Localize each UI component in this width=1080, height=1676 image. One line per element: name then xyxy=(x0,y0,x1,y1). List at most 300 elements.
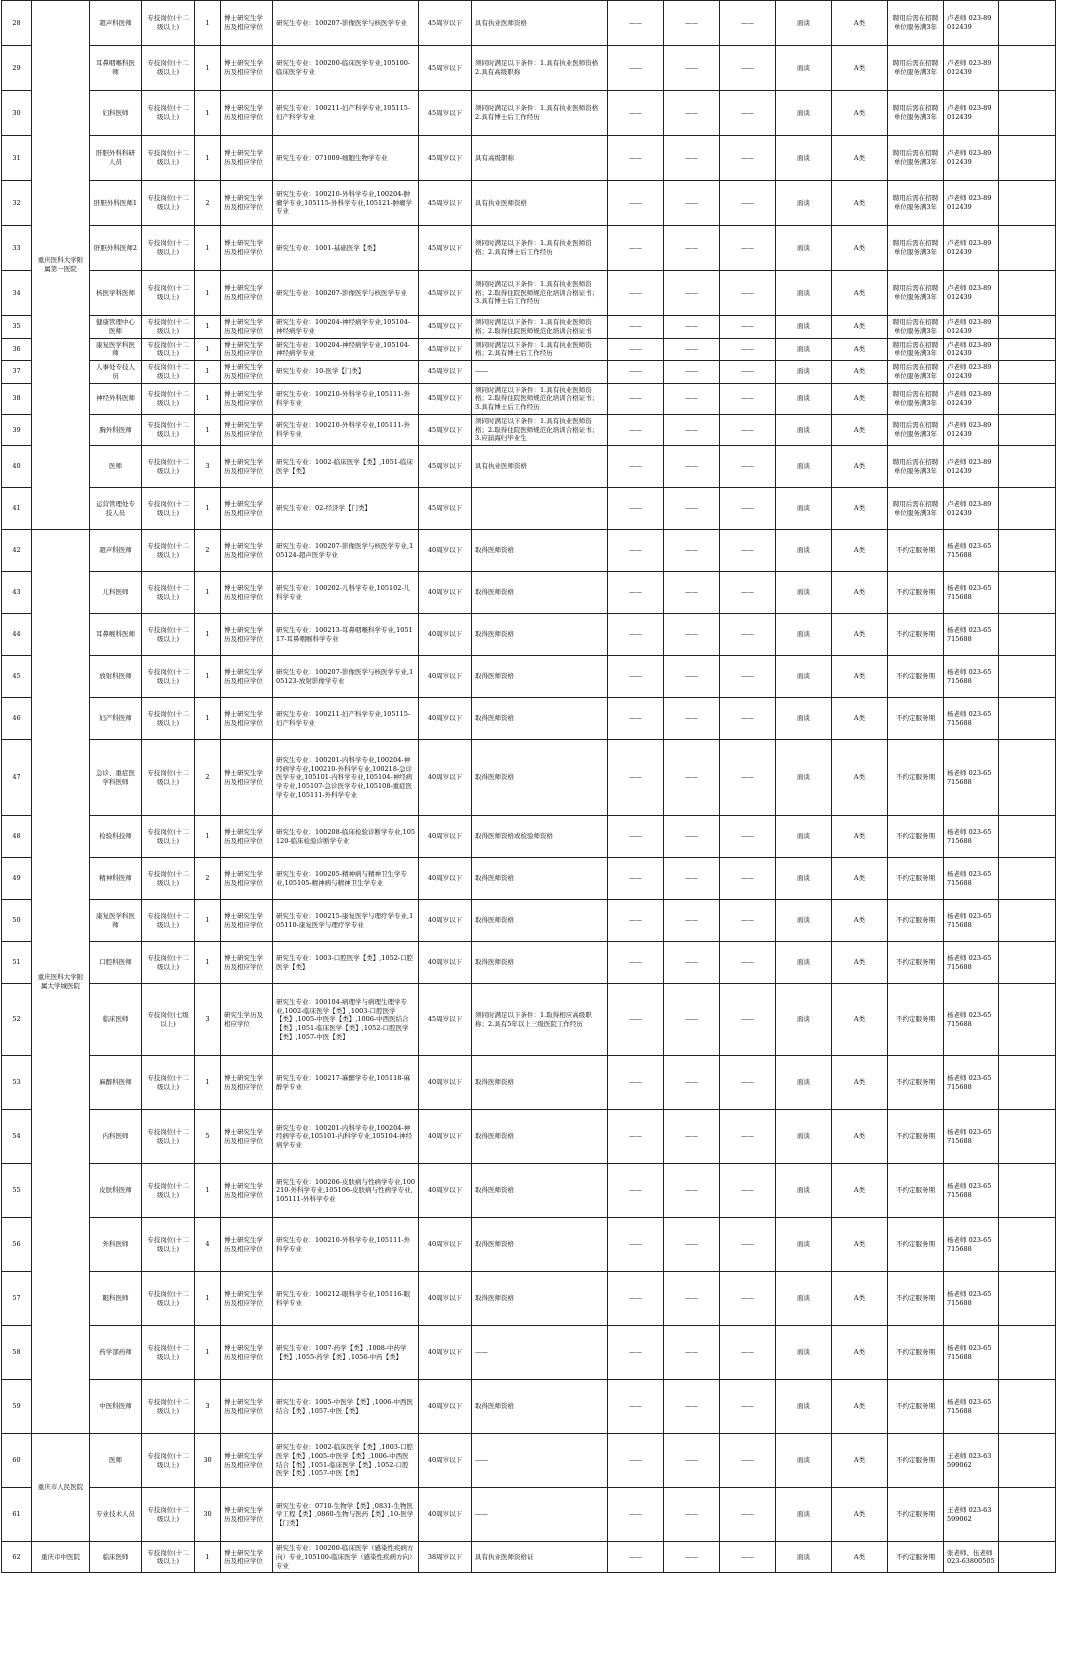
post-name-cell: 康复医学科医师 xyxy=(90,900,142,942)
headcount-cell: 3 xyxy=(195,984,221,1056)
service-period-cell: 不约定服务期 xyxy=(888,698,944,740)
exam-method-cell: 面谈 xyxy=(776,1326,832,1380)
education-cell: 博士研究生学历及相应学位 xyxy=(221,858,273,900)
post-name-cell: 人事处专技人员 xyxy=(90,361,142,384)
other-requirement-cell: 取得医师资格 xyxy=(472,1164,608,1218)
post-name-cell: 临床医师 xyxy=(90,984,142,1056)
headcount-cell: 1 xyxy=(195,1,221,46)
table-row xyxy=(2,361,1080,384)
remark-cell xyxy=(999,316,1056,339)
blank-cell: —— xyxy=(608,338,664,361)
exam-method-cell: 面谈 xyxy=(776,984,832,1056)
blank-cell: —— xyxy=(664,740,720,816)
blank-cell: —— xyxy=(608,1326,664,1380)
exam-method-cell: 面谈 xyxy=(776,900,832,942)
exam-method-cell: 面谈 xyxy=(776,1434,832,1488)
other-requirement-cell: 取得医师资格 xyxy=(472,656,608,698)
row-number-cell: 47 xyxy=(2,740,32,816)
contact-cell: 杨老师 023-65715688 xyxy=(944,984,999,1056)
contact-cell: 卢老师 023-89012439 xyxy=(944,383,999,414)
blank-cell: —— xyxy=(720,414,776,445)
post-name-cell: 皮肤科医师 xyxy=(90,1164,142,1218)
remark-cell xyxy=(999,900,1056,942)
post-level-cell: 专技岗位(十二级以上) xyxy=(142,530,195,572)
post-level-cell: 专技岗位(十二级以上) xyxy=(142,181,195,226)
education-cell: 博士研究生学历及相应学位 xyxy=(221,383,273,414)
headcount-cell: 1 xyxy=(195,572,221,614)
major-cell: 研究生专业：100205-精神病与精神卫生学专业,105105-精神病与精神卫生学专业 xyxy=(273,858,419,900)
category-cell: A类 xyxy=(832,1056,888,1110)
row-number-cell: 44 xyxy=(2,614,32,656)
remark-cell xyxy=(999,1110,1056,1164)
row-number-cell: 35 xyxy=(2,316,32,339)
contact-cell: 卢老师 023-89012439 xyxy=(944,414,999,445)
exam-method-cell: 面谈 xyxy=(776,91,832,136)
blank-cell: —— xyxy=(608,361,664,384)
category-cell: A类 xyxy=(832,1434,888,1488)
service-period-cell: 不约定服务期 xyxy=(888,572,944,614)
remark-cell xyxy=(999,1434,1056,1488)
blank-cell: —— xyxy=(720,1488,776,1542)
row-number-cell: 43 xyxy=(2,572,32,614)
blank-cell: —— xyxy=(720,1,776,46)
exam-method-cell: 面谈 xyxy=(776,271,832,316)
major-cell: 研究生专业：100210-外科学专业,105111-外科学专业 xyxy=(273,1218,419,1272)
remark-cell xyxy=(999,1056,1056,1110)
blank-cell: —— xyxy=(664,271,720,316)
age-cell: 38周岁以下 xyxy=(419,1542,472,1573)
category-cell: A类 xyxy=(832,414,888,445)
contact-cell: 杨老师 023-65715688 xyxy=(944,656,999,698)
remark-cell xyxy=(999,46,1056,91)
remark-cell xyxy=(999,181,1056,226)
post-level-cell: 专技岗位(十二级以上) xyxy=(142,271,195,316)
service-period-cell: 聘用后需在招聘单位服务满3年 xyxy=(888,226,944,271)
post-name-cell: 核医学科医师 xyxy=(90,271,142,316)
blank-cell: —— xyxy=(720,942,776,984)
post-name-cell: 妇科医师 xyxy=(90,91,142,136)
age-cell: 45周岁以下 xyxy=(419,383,472,414)
education-cell: 博士研究生学历及相应学位 xyxy=(221,1326,273,1380)
age-cell: 40周岁以下 xyxy=(419,1488,472,1542)
major-cell: 研究生专业：100207-影像医学与核医学专业 xyxy=(273,1,419,46)
blank-cell: —— xyxy=(720,1164,776,1218)
row-number-cell: 58 xyxy=(2,1326,32,1380)
blank-cell: —— xyxy=(720,1056,776,1110)
post-level-cell: 专技岗位(十二级以上) xyxy=(142,1542,195,1573)
exam-method-cell: 面谈 xyxy=(776,1488,832,1542)
exam-method-cell: 面谈 xyxy=(776,226,832,271)
major-cell: 研究生专业：100201-内科学专业,100204-神经病学专业,105101-内科学专业,105104-神经病学专业 xyxy=(273,1110,419,1164)
remark-cell xyxy=(999,446,1056,488)
remark-cell xyxy=(999,816,1056,858)
blank-cell: —— xyxy=(720,46,776,91)
other-requirement-cell: 具有高级职称 xyxy=(472,136,608,181)
contact-cell: 杨老师 023-65715688 xyxy=(944,530,999,572)
age-cell: 45周岁以下 xyxy=(419,446,472,488)
table-row xyxy=(2,1326,1080,1380)
blank-cell: —— xyxy=(664,316,720,339)
contact-cell: 杨老师 023-65715688 xyxy=(944,900,999,942)
category-cell: A类 xyxy=(832,1542,888,1573)
service-period-cell: 不约定服务期 xyxy=(888,1056,944,1110)
category-cell: A类 xyxy=(832,136,888,181)
blank-cell: —— xyxy=(608,816,664,858)
education-cell: 研究生学历及相应学位 xyxy=(221,984,273,1056)
post-level-cell: 专技岗位(十二级以上) xyxy=(142,858,195,900)
service-period-cell: 聘用后需在招聘单位服务满3年 xyxy=(888,338,944,361)
blank-cell: —— xyxy=(608,226,664,271)
post-level-cell: 专技岗位(十二级以上) xyxy=(142,136,195,181)
headcount-cell: 2 xyxy=(195,181,221,226)
remark-cell xyxy=(999,1488,1056,1542)
other-requirement-cell: 具有执业医师资格 xyxy=(472,446,608,488)
post-level-cell: 专技岗位(十二级以上) xyxy=(142,383,195,414)
service-period-cell: 不约定服务期 xyxy=(888,1164,944,1218)
contact-cell: 杨老师 023-65715688 xyxy=(944,1056,999,1110)
age-cell: 45周岁以下 xyxy=(419,136,472,181)
post-level-cell: 专技岗位(十二级以上) xyxy=(142,1488,195,1542)
service-period-cell: 聘用后需在招聘单位服务满3年 xyxy=(888,316,944,339)
table-row xyxy=(2,316,1080,339)
service-period-cell: 不约定服务期 xyxy=(888,656,944,698)
major-cell: 研究生专业：100204-神经病学专业,105104-神经病学专业 xyxy=(273,316,419,339)
category-cell: A类 xyxy=(832,942,888,984)
row-number-cell: 53 xyxy=(2,1056,32,1110)
headcount-cell: 2 xyxy=(195,858,221,900)
age-cell: 40周岁以下 xyxy=(419,1164,472,1218)
other-requirement-cell: 具有执业医师资格证 xyxy=(472,1542,608,1573)
blank-cell: —— xyxy=(608,1110,664,1164)
education-cell: 博士研究生学历及相应学位 xyxy=(221,1164,273,1218)
age-cell: 40周岁以下 xyxy=(419,900,472,942)
blank-cell: —— xyxy=(664,91,720,136)
major-cell: 研究生专业：100217-麻醉学专业,105118-麻醉学专业 xyxy=(273,1056,419,1110)
exam-method-cell: 面谈 xyxy=(776,361,832,384)
exam-method-cell: 面谈 xyxy=(776,1164,832,1218)
headcount-cell: 1 xyxy=(195,1326,221,1380)
headcount-cell: 1 xyxy=(195,942,221,984)
blank-cell: —— xyxy=(608,740,664,816)
table-row xyxy=(2,226,1080,271)
education-cell: 博士研究生学历及相应学位 xyxy=(221,1380,273,1434)
service-period-cell: 不约定服务期 xyxy=(888,1434,944,1488)
blank-cell: —— xyxy=(608,656,664,698)
blank-cell: —— xyxy=(720,361,776,384)
post-name-cell: 医师 xyxy=(90,446,142,488)
post-name-cell: 耳鼻喉科医师 xyxy=(90,614,142,656)
table-row xyxy=(2,1542,1080,1573)
age-cell: 45周岁以下 xyxy=(419,361,472,384)
major-cell: 研究生专业：1002-临床医学【类】,1051-临床医学【类】 xyxy=(273,446,419,488)
headcount-cell: 4 xyxy=(195,1218,221,1272)
contact-cell: 卢老师 023-89012439 xyxy=(944,46,999,91)
remark-cell xyxy=(999,1,1056,46)
post-level-cell: 专技岗位(十二级以上) xyxy=(142,900,195,942)
row-number-cell: 31 xyxy=(2,136,32,181)
major-cell: 研究生专业：100207-影像医学与核医学专业,105124-超声医学专业 xyxy=(273,530,419,572)
table-body xyxy=(2,1,1080,1573)
headcount-cell: 1 xyxy=(195,1272,221,1326)
remark-cell xyxy=(999,656,1056,698)
post-name-cell: 专业技术人员 xyxy=(90,1488,142,1542)
category-cell: A类 xyxy=(832,181,888,226)
age-cell: 45周岁以下 xyxy=(419,1,472,46)
other-requirement-cell: 取得医师资格 xyxy=(472,900,608,942)
major-cell: 研究生专业：100213-耳鼻咽喉科学专业,105117-耳鼻咽喉科学专业 xyxy=(273,614,419,656)
remark-cell xyxy=(999,1272,1056,1326)
table-row xyxy=(2,698,1080,740)
blank-cell: —— xyxy=(664,488,720,530)
blank-cell: —— xyxy=(664,1218,720,1272)
blank-cell: —— xyxy=(720,1218,776,1272)
post-name-cell: 神经外科医师 xyxy=(90,383,142,414)
post-name-cell: 精神科医师 xyxy=(90,858,142,900)
blank-cell: —— xyxy=(664,1056,720,1110)
row-number-cell: 36 xyxy=(2,338,32,361)
service-period-cell: 不约定服务期 xyxy=(888,942,944,984)
headcount-cell: 1 xyxy=(195,338,221,361)
blank-cell: —— xyxy=(664,942,720,984)
exam-method-cell: 面谈 xyxy=(776,858,832,900)
contact-cell: 杨老师 023-65715688 xyxy=(944,858,999,900)
blank-cell: —— xyxy=(664,816,720,858)
row-number-cell: 33 xyxy=(2,226,32,271)
blank-cell: —— xyxy=(720,984,776,1056)
post-level-cell: 专技岗位(十二级以上) xyxy=(142,338,195,361)
post-name-cell: 放射科医师 xyxy=(90,656,142,698)
blank-cell: —— xyxy=(720,446,776,488)
service-period-cell: 聘用后需在招聘单位服务满3年 xyxy=(888,91,944,136)
exam-method-cell: 面谈 xyxy=(776,1056,832,1110)
category-cell: A类 xyxy=(832,1218,888,1272)
service-period-cell: 聘用后需在招聘单位服务满3年 xyxy=(888,1,944,46)
contact-cell: 卢老师 023-89012439 xyxy=(944,226,999,271)
exam-method-cell: 面谈 xyxy=(776,1110,832,1164)
blank-cell: —— xyxy=(720,316,776,339)
major-cell: 研究生专业：10-医学【门类】 xyxy=(273,361,419,384)
education-cell: 博士研究生学历及相应学位 xyxy=(221,226,273,271)
post-name-cell: 耳鼻咽喉科医师 xyxy=(90,46,142,91)
blank-cell: —— xyxy=(608,614,664,656)
headcount-cell: 5 xyxy=(195,1110,221,1164)
blank-cell: —— xyxy=(720,488,776,530)
blank-cell: —— xyxy=(664,656,720,698)
table-row xyxy=(2,942,1080,984)
exam-method-cell: 面谈 xyxy=(776,942,832,984)
headcount-cell: 1 xyxy=(195,1542,221,1573)
age-cell: 45周岁以下 xyxy=(419,181,472,226)
blank-cell: —— xyxy=(720,271,776,316)
service-period-cell: 聘用后需在招聘单位服务满3年 xyxy=(888,414,944,445)
remark-cell xyxy=(999,383,1056,414)
table-row xyxy=(2,46,1080,91)
service-period-cell: 不约定服务期 xyxy=(888,1488,944,1542)
contact-cell: 杨老师 023-65715688 xyxy=(944,1164,999,1218)
post-name-cell: 运营管理处专技人员 xyxy=(90,488,142,530)
blank-cell: —— xyxy=(664,1542,720,1573)
contact-cell: 卢老师 023-89012439 xyxy=(944,91,999,136)
blank-cell: —— xyxy=(664,900,720,942)
major-cell: 研究生专业：100200-临床医学专业,105100-临床医学专业 xyxy=(273,46,419,91)
age-cell: 40周岁以下 xyxy=(419,858,472,900)
age-cell: 40周岁以下 xyxy=(419,614,472,656)
blank-cell: —— xyxy=(664,572,720,614)
education-cell: 博士研究生学历及相应学位 xyxy=(221,1056,273,1110)
post-name-cell: 口腔科医师 xyxy=(90,942,142,984)
headcount-cell: 30 xyxy=(195,1434,221,1488)
blank-cell: —— xyxy=(608,942,664,984)
blank-cell: —— xyxy=(664,383,720,414)
headcount-cell: 1 xyxy=(195,1164,221,1218)
blank-cell: —— xyxy=(608,572,664,614)
row-number-cell: 56 xyxy=(2,1218,32,1272)
post-level-cell: 专技岗位(十二级以上) xyxy=(142,316,195,339)
row-number-cell: 42 xyxy=(2,530,32,572)
blank-cell: —— xyxy=(720,572,776,614)
education-cell: 博士研究生学历及相应学位 xyxy=(221,816,273,858)
major-cell: 研究生专业：100208-临床检验诊断学专业,105120-临床检验诊断学专业 xyxy=(273,816,419,858)
service-period-cell: 不约定服务期 xyxy=(888,740,944,816)
education-cell: 博士研究生学历及相应学位 xyxy=(221,1272,273,1326)
blank-cell: —— xyxy=(608,46,664,91)
blank-cell: —— xyxy=(608,383,664,414)
blank-cell: —— xyxy=(720,614,776,656)
service-period-cell: 聘用后需在招聘单位服务满3年 xyxy=(888,488,944,530)
post-level-cell: 专技岗位(十二级以上) xyxy=(142,91,195,136)
post-level-cell: 专技岗位(十二级以上) xyxy=(142,656,195,698)
service-period-cell: 不约定服务期 xyxy=(888,900,944,942)
row-number-cell: 37 xyxy=(2,361,32,384)
headcount-cell: 1 xyxy=(195,656,221,698)
other-requirement-cell: 须同时满足以下条件：1.具有执业医师资格；2.具有博士后工作经历 xyxy=(472,226,608,271)
table-row xyxy=(2,1272,1080,1326)
other-requirement-cell: 取得医师资格 xyxy=(472,858,608,900)
blank-cell: —— xyxy=(608,91,664,136)
blank-cell: —— xyxy=(664,614,720,656)
education-cell: 博士研究生学历及相应学位 xyxy=(221,361,273,384)
other-requirement-cell: 须同时满足以下条件：1.具有执业医师资格2.具有高级职称 xyxy=(472,46,608,91)
table-row xyxy=(2,181,1080,226)
post-level-cell: 专技岗位(十二级以上) xyxy=(142,942,195,984)
post-name-cell: 内科医师 xyxy=(90,1110,142,1164)
category-cell: A类 xyxy=(832,316,888,339)
post-name-cell: 药学部药师 xyxy=(90,1326,142,1380)
table-row xyxy=(2,656,1080,698)
row-number-cell: 38 xyxy=(2,383,32,414)
blank-cell: —— xyxy=(720,816,776,858)
major-cell: 研究生专业：100215-康复医学与理疗学专业,105110-康复医学与理疗学专业 xyxy=(273,900,419,942)
age-cell: 45周岁以下 xyxy=(419,338,472,361)
remark-cell xyxy=(999,338,1056,361)
contact-cell: 杨老师 023-65715688 xyxy=(944,614,999,656)
contact-cell: 卢老师 023-89012439 xyxy=(944,316,999,339)
exam-method-cell: 面谈 xyxy=(776,698,832,740)
age-cell: 45周岁以下 xyxy=(419,91,472,136)
education-cell: 博士研究生学历及相应学位 xyxy=(221,1434,273,1488)
blank-cell: —— xyxy=(664,1380,720,1434)
remark-cell xyxy=(999,271,1056,316)
blank-cell: —— xyxy=(664,46,720,91)
post-name-cell: 麻醉科医师 xyxy=(90,1056,142,1110)
post-name-cell: 康复医学科医师 xyxy=(90,338,142,361)
blank-cell: —— xyxy=(664,181,720,226)
unit-name-cell: 重庆市人民医院 xyxy=(32,1434,90,1542)
blank-cell: —— xyxy=(608,1056,664,1110)
post-level-cell: 专技岗位(十二级以上) xyxy=(142,446,195,488)
exam-method-cell: 面谈 xyxy=(776,1218,832,1272)
unit-name-cell: 重庆医科大学附属第一医院 xyxy=(32,1,90,530)
table-row xyxy=(2,740,1080,816)
headcount-cell: 1 xyxy=(195,91,221,136)
age-cell: 45周岁以下 xyxy=(419,488,472,530)
exam-method-cell: 面谈 xyxy=(776,1,832,46)
post-level-cell: 专技岗位(十二级以上) xyxy=(142,1056,195,1110)
table-row xyxy=(2,383,1080,414)
age-cell: 40周岁以下 xyxy=(419,1326,472,1380)
post-name-cell: 中医科医师 xyxy=(90,1380,142,1434)
other-requirement-cell: 须同时满足以下条件：1.具有执业医师资格；2.取得住院医师规范化培训合格证书；3.具有博士后工作经历 xyxy=(472,383,608,414)
contact-cell: 卢老师 023-89012439 xyxy=(944,181,999,226)
table-row xyxy=(2,816,1080,858)
exam-method-cell: 面谈 xyxy=(776,446,832,488)
post-name-cell: 健康管理中心医师 xyxy=(90,316,142,339)
blank-cell: —— xyxy=(720,383,776,414)
category-cell: A类 xyxy=(832,1380,888,1434)
other-requirement-cell: 取得医师资格 xyxy=(472,1218,608,1272)
blank-cell: —— xyxy=(608,698,664,740)
headcount-cell: 1 xyxy=(195,488,221,530)
service-period-cell: 不约定服务期 xyxy=(888,1380,944,1434)
other-requirement-cell: 取得医师资格 xyxy=(472,530,608,572)
major-cell: 研究生专业：1007-药学【类】,1008-中药学【类】,1055-药学【类】,1056-中药【类】 xyxy=(273,1326,419,1380)
major-cell: 研究生专业：1003-口腔医学【类】,1052-口腔医学【类】 xyxy=(273,942,419,984)
contact-cell: 杨老师 023-65715688 xyxy=(944,1326,999,1380)
exam-method-cell: 面谈 xyxy=(776,136,832,181)
headcount-cell: 1 xyxy=(195,900,221,942)
headcount-cell: 1 xyxy=(195,361,221,384)
contact-cell: 卢老师 023-89012439 xyxy=(944,271,999,316)
blank-cell: —— xyxy=(664,361,720,384)
blank-cell: —— xyxy=(608,136,664,181)
category-cell: A类 xyxy=(832,656,888,698)
table-row xyxy=(2,1,1080,46)
category-cell: A类 xyxy=(832,984,888,1056)
major-cell: 研究生专业：100206-皮肤病与性病学专业,100210-外科学专业,105106-皮肤病与性病学专业,105111-外科学专业 xyxy=(273,1164,419,1218)
other-requirement-cell: 须同时满足以下条件：1.具有执业医师资格；2.取得住院医师规范化培训合格证书；3.应届海归毕业生 xyxy=(472,414,608,445)
blank-cell: —— xyxy=(720,1272,776,1326)
table-row xyxy=(2,984,1080,1056)
blank-cell: —— xyxy=(664,1488,720,1542)
blank-cell: —— xyxy=(608,530,664,572)
service-period-cell: 不约定服务期 xyxy=(888,614,944,656)
table-row xyxy=(2,1218,1080,1272)
age-cell: 40周岁以下 xyxy=(419,656,472,698)
headcount-cell: 1 xyxy=(195,383,221,414)
education-cell: 博士研究生学历及相应学位 xyxy=(221,488,273,530)
post-level-cell: 专技岗位(十二级以上) xyxy=(142,361,195,384)
contact-cell: 卢老师 023-89012439 xyxy=(944,338,999,361)
service-period-cell: 聘用后需在招聘单位服务满3年 xyxy=(888,383,944,414)
post-level-cell: 专技岗位(十二级以上) xyxy=(142,614,195,656)
service-period-cell: 不约定服务期 xyxy=(888,1218,944,1272)
other-requirement-cell: 具有执业医师资格 xyxy=(472,181,608,226)
education-cell: 博士研究生学历及相应学位 xyxy=(221,900,273,942)
other-requirement-cell: —— xyxy=(472,1326,608,1380)
row-number-cell: 30 xyxy=(2,91,32,136)
other-requirement-cell: 取得医师资格 xyxy=(472,1272,608,1326)
service-period-cell: 聘用后需在招聘单位服务满3年 xyxy=(888,181,944,226)
